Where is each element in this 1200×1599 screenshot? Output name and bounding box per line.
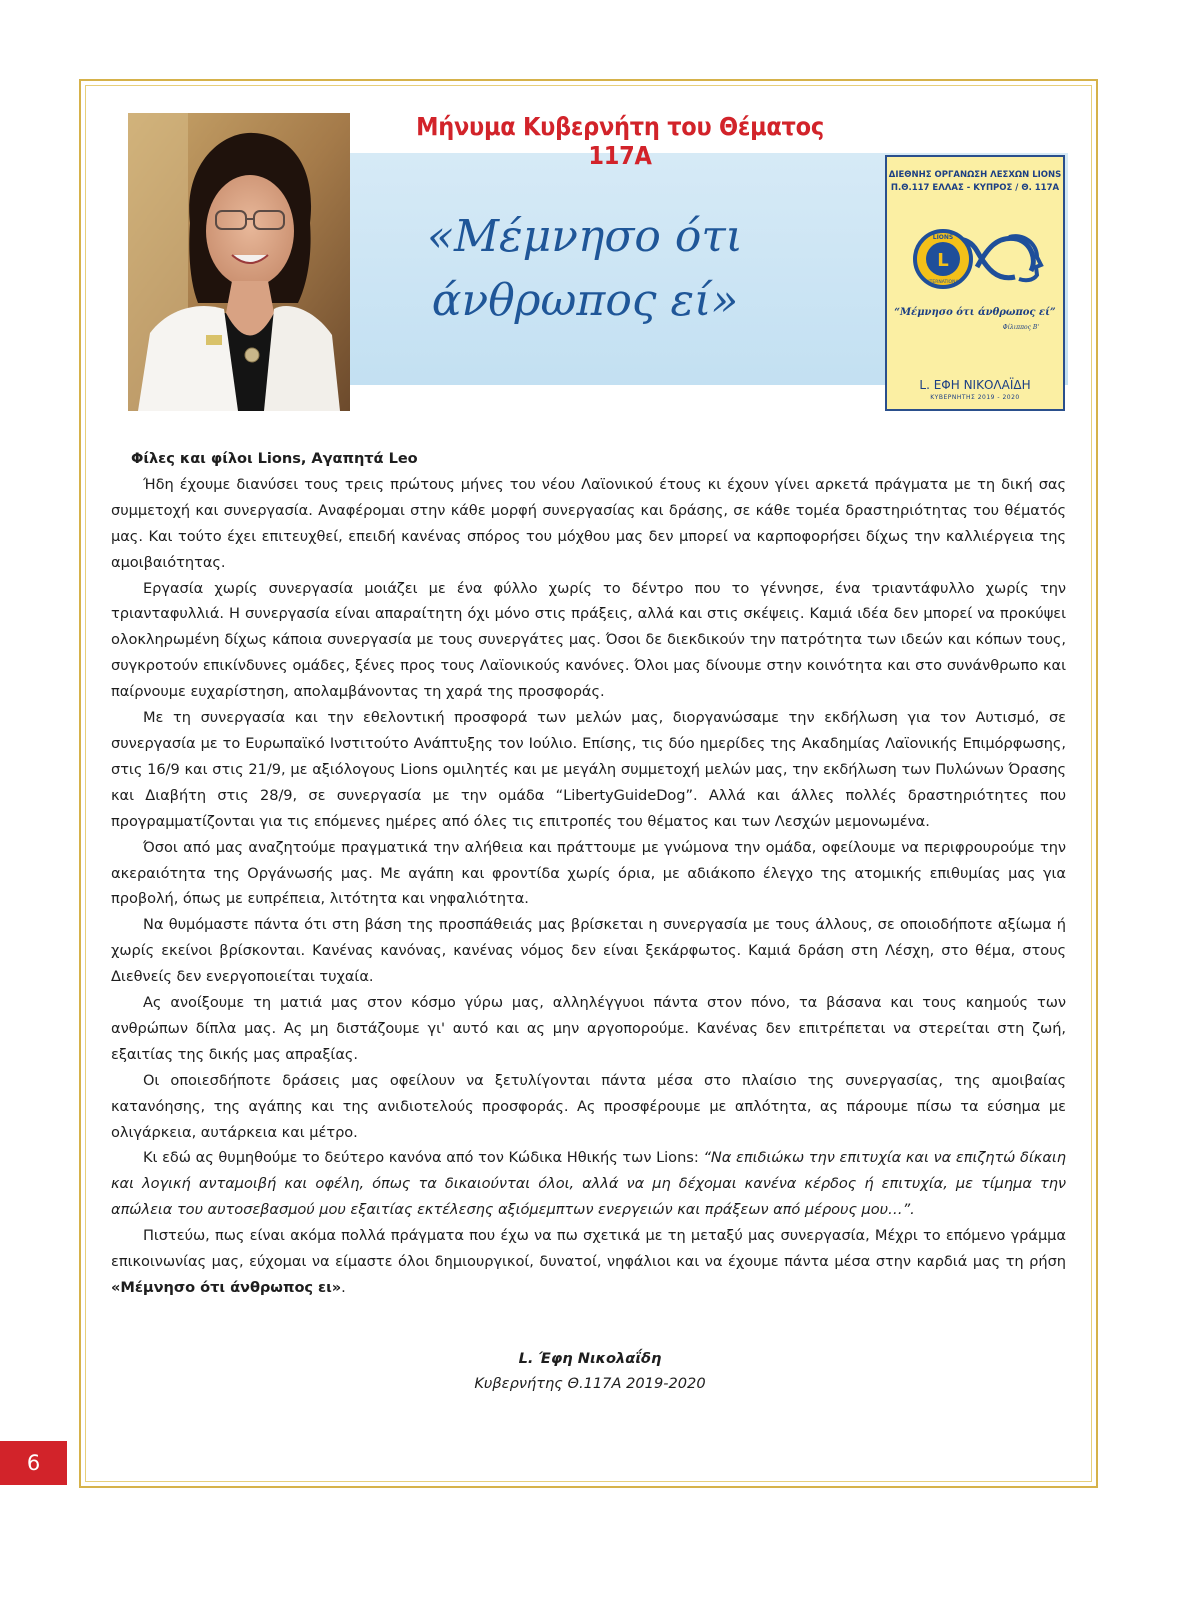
article-paragraph-4: Όσοι από μας αναζητούμε πραγματικά την αλήθεια και πράττουμε με γνώμονα την ομάδα, οφείλουμε να περιφρουρούμε την ακεραιότητα της Οργάνωσής μας. Με αγάπη και φροντίδα χωρίς όρια, με αδιάκοπο έλεγχο της ατομικής επιθυμίας μας για προβολή, όπως με ευπρέπεια, λιτότητα και νηφαλιότητα.: [111, 838, 1066, 908]
paragraph-8-lead: Κι εδώ ας θυμηθούμε το δεύτερο κανόνα από τον Κώδικα Ηθικής των Lions:: [143, 1149, 704, 1167]
lions-code-quote: “Να επιδιώκω την επιτυχία και να επιζητώ δίκαιη και λογική ανταμοιβή και οφέλη, όπως τα δικαιούνται όλοι, αλλά να μη δέχομαι κανένα κέρδος ή επιτυχία, με τίμημα την απώλεια του αυτοσεβασμού μου εξαιτίας εκτέλεσης αξιόμεμπτων ενεργειών και πράξεων από μέρους μου…”.: [111, 1149, 1067, 1219]
headline-line-2: άνθρωπος εί»: [431, 274, 739, 326]
poster-org-line-1: ΔΙΕΘΝΗΣ ΟΡΓΑΝΩΣΗ ΛΕΣΧΩΝ LIONS: [888, 170, 1062, 180]
paragraph-9-lead: Πιστεύω, πως είναι ακόμα πολλά πράγματα που έχω να πω σχετικά με τη μεταξύ μας συνεργασία, Μέχρι το επόμενο γράμμα επικοινωνίας μας, εύχομαι να είμαστε όλοι δημιουργικοί, δυνατοί, νηφάλιοι και να έχουμε πάντα μέσα στην καρδιά μας τη ρήση: [111, 1227, 1066, 1271]
headline: [395, 205, 775, 333]
paragraph-9-end: .: [341, 1279, 346, 1296]
headline-line-1: «Μέμνησο ότι: [427, 211, 743, 262]
poster-name: L. ΕΦΗ ΝΙΚΟΛΑΪΔΗ: [919, 378, 1031, 392]
article-paragraph-9: [111, 1223, 1066, 1301]
poster-motto: “Μέμνησο ότι άνθρωπος εί”: [894, 307, 1056, 318]
article-paragraph-5: Να θυμόμαστε πάντα ότι στη βάση της προσπάθειάς μας βρίσκεται η συνεργασία με τους άλλους, σε οποιοδήποτε αξίωμα ή χωρίς εκείνοι βρίσκονται. Κανένας κανόνας, κανένας νόμος δεν είναι ξεκάρφωτος. Καμιά δράση στη Λέσχη, στο θέμα, στους Διεθνείς δεν ενεργοποιείται τυχαία.: [111, 916, 1066, 986]
article-body: [111, 446, 1066, 1301]
page-title: Μήνυμα Κυβερνήτη του Θέματος 117Α: [416, 112, 824, 170]
poster-source: Φίλιππος Β': [1002, 324, 1039, 331]
governor-portrait: [128, 113, 350, 411]
closing-motto: «Μέμνησο ότι άνθρωπος ει»: [111, 1279, 342, 1296]
signature-name: L. Έφη Νικολαΐδη: [518, 1350, 662, 1367]
lions-logo-icon: [905, 219, 1045, 299]
article-greeting: Φίλες και φίλοι Lions, Αγαπητά Leo: [131, 450, 418, 467]
article-paragraph-3: Με τη συνεργασία και την εθελοντική προσφορά των μελών μας, διοργανώσαμε την εκδήλωση για τον Αυτισμό, σε συνεργασία με το Ευρωπαϊκό Ινστιτούτο Ανάπτυξης τον Ιούλιο. Επίσης, τις δύο ημερίδες της Ακαδημίας Λαϊονικής Επιμόρφωσης, στις 16/9 και στις 21/9, με αξιόλογους Lions ομιλητές και με μεγάλη συμμετοχή μελών μας, την εκδήλωση των Πυλώνων Όρασης και Διαβήτη στις 28/9, σε συνεργασία με την ομάδα “LibertyGuideDog”. Αλλά και άλλες πολλές δραστηριότητες που προγραμματίζονται για τις επόμενες ημέρες από όλες τις επιτροπές του θέματος και των Λεσχών μεμονωμένα.: [111, 709, 1066, 830]
signature-title: Κυβερνήτης Θ.117Α 2019-2020: [474, 1375, 706, 1392]
article-paragraph-6: Ας ανοίξουμε τη ματιά μας στον κόσμο γύρω μας, αλληλέγγυοι πάντα στον πόνο, τα βάσανα και τους καημούς των ανθρώπων δίπλα μας. Ας μη διστάζουμε γι' αυτό και ας μην αργοπορούμε. Κανένας δεν επιτρέπεται να στερείται στη ζωή, εξαιτίας της δικής μας απραξίας.: [111, 994, 1066, 1063]
article-paragraph-7: Οι οποιεσδήποτε δράσεις μας οφείλουν να ξετυλίγονται πάντα μέσα στο πλαίσιο της συνεργασίας, της αμοιβαίας κατανόησης, της αγάπης και της ανιδιοτελούς προσφοράς. Ας προσφέρουμε με απλότητα, ας πάρουμε πίσω τα εύσημα με ολιγάρκεια, αυτάρκεια και μέτρο.: [111, 1071, 1066, 1141]
article-paragraph-1: Ήδη έχουμε διανύσει τους τρεις πρώτους μήνες του νέου Λαϊονικού έτους κι έχουν γίνει αρκετά πράγματα με τη δική σας συμμετοχή και συνεργασία. Αναφέρομαι στην κάθε μορφή συνεργασίας και δράσης, σε κάθε τομέα δραστηριότητας του θέματός μας. Και τούτο έχει επιτευχθεί, επειδή κανένας σπόρος του μόχθου μας δεν μπορεί να καρποφορήσει δίχως την καλλιέργεια της αμοιβαιότητας.: [111, 475, 1066, 571]
governor-poster: [885, 155, 1065, 411]
poster-organization: [887, 169, 1063, 195]
lions-logo-text: LIONS: [932, 234, 954, 241]
article-paragraph-2: Εργασία χωρίς συνεργασία μοιάζει με ένα φύλλο χωρίς το δέντρο που το γέννησε, ένα τριαντάφυλλο χωρίς την τριανταφυλλιά. Η συνεργασία είναι απαραίτητη όχι μόνο στις πράξεις, αλλά και στις σκέψεις. Καμιά ιδέα δεν μπορεί να προκύψει ολοκληρωμένη δίχως κάποια συνεργασία με τους συνεργάτες μας. Όσοι δε διεκδικούν την πατρότητα των ιδεών και κόπων τους, συγκροτούν επικίνδυνες ομάδες, ξένες προς τους Λαϊονικούς κανόνες. Όλοι μας δίνουμε στην κοινότητα και στο συνάνθρωπο και παίρνουμε ευχαρίστηση, απολαμβάνοντας τη χαρά της προσφοράς.: [111, 579, 1066, 701]
poster-org-line-2: Π.Θ.117 ΕΛΛΑΣ - ΚΥΠΡΟΣ / Θ. 117Α: [890, 183, 1060, 193]
svg-text:L: L: [937, 250, 949, 271]
page-number: 6: [0, 1441, 67, 1485]
signature-block: [380, 1346, 800, 1396]
poster-term: ΚΥΒΕΡΝΗΤΗΣ 2019 - 2020: [930, 394, 1020, 401]
article-paragraph-8: [111, 1145, 1066, 1223]
lions-logo-sub: INTERNATIONAL: [924, 280, 962, 285]
